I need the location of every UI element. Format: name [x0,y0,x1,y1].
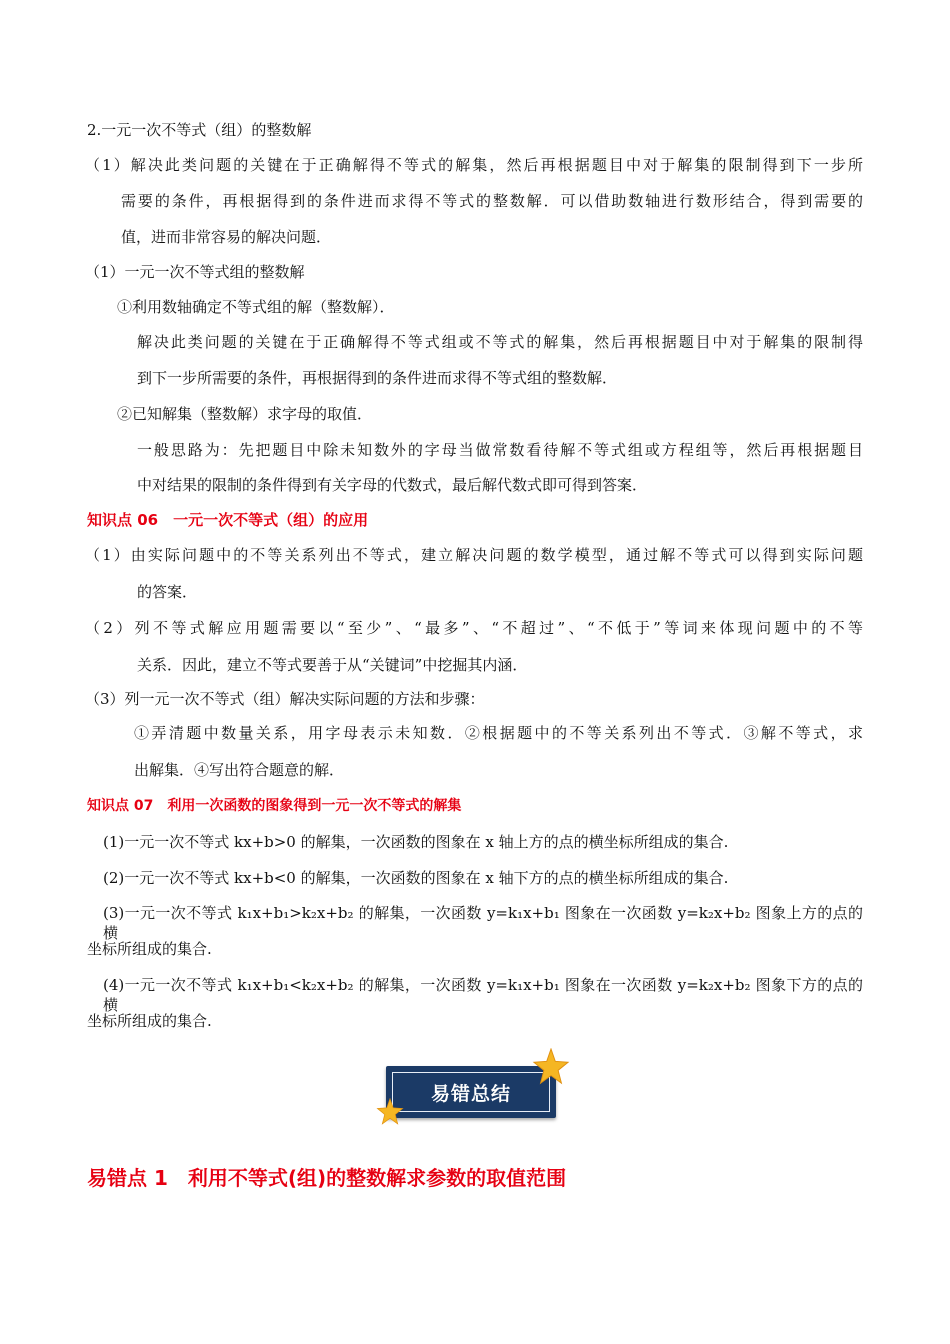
list-item: (4)一元一次不等式 k₁x+b₁<k₂x+b₂ 的解集，一次函数 y=k₁x+b₁ 图象在一次函数 y=k₂x+b₂ 图象下方的点的横 [103,976,863,1014]
paragraph-line: 的答案． [137,583,198,601]
paragraph-line: 值，进而非常容易的解决问题． [121,228,332,246]
paragraph-line: 需要的条件，再根据得到的条件进而求得不等式的整数解．可以借助数轴进行数形结合，得到需要的 [121,192,863,210]
list-item: (3)一元一次不等式 k₁x+b₁>k₂x+b₂ 的解集，一次函数 y=k₁x+b₁ 图象在一次函数 y=k₂x+b₂ 图象上方的点的横 [103,904,863,942]
star-icon [376,1098,404,1126]
steps-line: ①弄清题中数量关系，用字母表示未知数．②根据题中的不等关系列出不等式．③解不等式，求 [134,724,863,742]
badge-box [386,1066,556,1118]
badge-label: 易错总结 [392,1072,550,1112]
list-item: 坐标所组成的集合. [87,940,212,958]
steps-line: 出解集．④写出符合题意的解． [134,761,345,779]
section-badge [376,1048,576,1128]
knowledge-point-heading: 知识点 06 一元一次不等式（组）的应用 [87,511,369,529]
section-title: 2.一元一次不等式（组）的整数解 [87,121,312,139]
paragraph-line: 关系．因此，建立不等式要善于从“关键词”中挖掘其内涵． [137,656,528,674]
paragraph-line: 中对结果的限制的条件得到有关字母的代数式，最后解代数式即可得到答案． [137,476,648,494]
subsection-title: ②已知解集（整数解）求字母的取值． [117,405,373,423]
knowledge-point-heading: 知识点 07 利用一次函数的图象得到一元一次不等式的解集 [87,798,462,814]
subsection-title: ①利用数轴确定不等式组的解（整数解）． [117,298,395,316]
paragraph-line: （2）列不等式解应用题需要以“至少”、“最多”、“不超过”、“不低于”等词来体现问题中的不等 [85,619,863,637]
paragraph-line: 解决此类问题的关键在于正确解得不等式组或不等式的解集，然后再根据题目中对于解集的限制得 [137,333,863,351]
list-item: (1)一元一次不等式 kx+b>0 的解集，一次函数的图象在 x 轴上方的点的横坐标所组成的集合. [103,833,729,851]
paragraph-line: （1）解决此类问题的关键在于正确解得不等式的解集，然后再根据题目中对于解集的限制得到下一步所 [85,156,863,174]
paragraph-line: 一般思路为：先把题目中除未知数外的字母当做常数看待解不等式组或方程组等，然后再根据题目 [137,441,863,459]
list-item: (2)一元一次不等式 kx+b<0 的解集，一次函数的图象在 x 轴下方的点的横坐标所组成的集合. [103,869,729,887]
paragraph-line: （1）由实际问题中的不等关系列出不等式，建立解决问题的数学模型，通过解不等式可以得到实际问题 [85,546,863,564]
star-icon [532,1048,570,1086]
subsection-title: （1）一元一次不等式组的整数解 [85,263,305,281]
error-point-heading: 易错点 1 利用不等式(组)的整数解求参数的取值范围 [87,1166,567,1190]
list-item: 坐标所组成的集合. [87,1012,212,1030]
paragraph-line: 到下一步所需要的条件，再根据得到的条件进而求得不等式组的整数解． [137,369,618,387]
paragraph-line: （3）列一元一次不等式（组）解决实际问题的方法和步骤： [85,690,485,708]
